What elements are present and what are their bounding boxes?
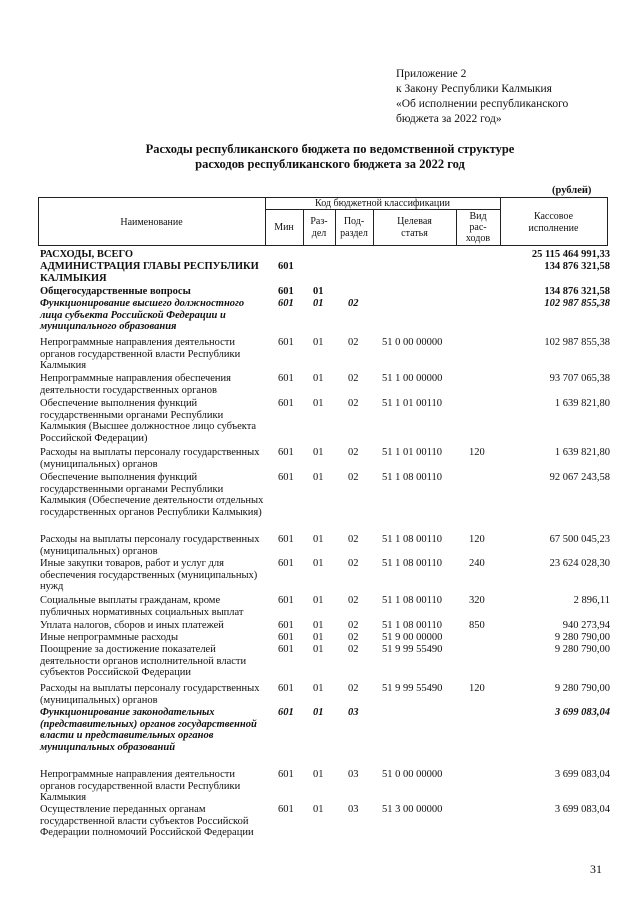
row-razd: 01 xyxy=(313,558,324,569)
header-right-border xyxy=(607,197,608,245)
row-sum: 93 707 065,38 xyxy=(549,373,610,384)
row-sum: 940 273,94 xyxy=(562,620,610,631)
row-tsel: 51 1 08 00110 xyxy=(382,620,442,631)
row-razd: 01 xyxy=(313,707,324,718)
header-sum-2: исполнение xyxy=(528,223,579,234)
row-min: 601 xyxy=(278,804,294,815)
row-min: 601 xyxy=(278,472,294,483)
row-sum: 9 280 790,00 xyxy=(554,644,610,655)
document-title xyxy=(60,142,600,172)
header-min: Мин xyxy=(274,222,294,233)
row-pod: 02 xyxy=(348,595,359,606)
row-razd: 01 xyxy=(313,769,324,780)
row-min: 601 xyxy=(278,261,294,272)
row-sum: 134 876 321,58 xyxy=(544,286,610,297)
row-tsel: 51 0 00 00000 xyxy=(382,769,443,780)
row-name: Функционирование законодательных (представительных) органов государственной власти и представительных органов муниципальных образований xyxy=(40,707,257,753)
row-sum: 9 280 790,00 xyxy=(554,632,610,643)
header-sep-min xyxy=(303,209,304,245)
row-pod: 02 xyxy=(348,644,359,655)
row-vid: 120 xyxy=(469,534,485,545)
row-tsel: 51 1 08 00110 xyxy=(382,534,442,545)
row-razd: 01 xyxy=(313,620,324,631)
row-vid: 850 xyxy=(469,620,485,631)
row-tsel: 51 1 08 00110 xyxy=(382,595,442,606)
row-name: Уплата налогов, сборов и иных платежей xyxy=(40,620,224,631)
table-header xyxy=(38,197,608,245)
header-group: Код бюджетной классификации xyxy=(315,198,450,209)
row-sum: 3 699 083,04 xyxy=(554,707,610,718)
header-name: Наименование xyxy=(120,217,183,228)
row-razd: 01 xyxy=(313,472,324,483)
row-min: 601 xyxy=(278,337,294,348)
row-name: Непрограммные направления деятельности органов государственной власти Республики Калмыкия xyxy=(40,337,241,371)
row-razd: 01 xyxy=(313,644,324,655)
header-vid-3: ходов xyxy=(465,233,491,244)
row-pod: 02 xyxy=(348,447,359,458)
row-razd: 01 xyxy=(313,373,324,384)
row-razd: 01 xyxy=(313,804,324,815)
row-tsel: 51 1 00 00000 xyxy=(382,373,443,384)
row-tsel: 51 9 99 55490 xyxy=(382,683,443,694)
row-sum: 25 115 464 991,33 xyxy=(531,249,610,260)
row-min: 601 xyxy=(278,683,294,694)
row-pod: 02 xyxy=(348,472,359,483)
annex-block xyxy=(396,67,626,127)
row-vid: 120 xyxy=(469,683,485,694)
row-name: Обеспечение выполнения функций государственными органами Республики Калмыкия (Обеспечение деятельности отдельных государственных органов Республики Калмыкия) xyxy=(40,472,264,518)
header-sum-1: Кассовое xyxy=(533,211,574,222)
row-sum: 67 500 045,23 xyxy=(549,534,610,545)
row-min: 601 xyxy=(278,373,294,384)
row-sum: 1 639 821,80 xyxy=(554,398,610,409)
row-tsel: 51 1 08 00110 xyxy=(382,558,442,569)
header-tsel-2: статья xyxy=(401,228,428,239)
row-razd: 01 xyxy=(313,632,324,643)
row-name: Расходы на выплаты персоналу государственных (муниципальных) органов xyxy=(40,683,260,706)
row-sum: 23 624 028,30 xyxy=(549,558,610,569)
row-name: Иные закупки товаров, работ и услуг для обеспечения государственных (муниципальных) нужд xyxy=(40,558,258,592)
page-number: 31 xyxy=(590,862,602,876)
header-sep-pod xyxy=(373,209,374,245)
units-label: (рублей) xyxy=(552,185,592,196)
header-pod-2: раздел xyxy=(340,228,368,239)
row-sum: 102 987 855,38 xyxy=(544,337,610,348)
row-name: Функционирование высшего должностного лица субъекта Российской Федерации и муниципального образования xyxy=(40,298,245,332)
row-name: Обеспечение выполнения функций государственными органами Республики Калмыкия (Высшее должностное лицо субъекта Российской Федерации) xyxy=(40,398,257,444)
row-pod: 02 xyxy=(348,620,359,631)
title-line-1: Расходы республиканского бюджета по ведомственной структуре xyxy=(145,142,515,156)
row-tsel: 51 1 08 00110 xyxy=(382,472,442,483)
row-pod: 02 xyxy=(348,558,359,569)
row-pod: 02 xyxy=(348,298,359,309)
row-tsel: 51 1 01 00110 xyxy=(382,398,442,409)
row-razd: 01 xyxy=(313,595,324,606)
row-vid: 320 xyxy=(469,595,485,606)
row-pod: 03 xyxy=(348,707,359,718)
row-min: 601 xyxy=(278,298,294,309)
row-name: Иные непрограммные расходы xyxy=(40,632,179,643)
row-min: 601 xyxy=(278,769,294,780)
row-pod: 02 xyxy=(348,337,359,348)
row-razd: 01 xyxy=(313,447,324,458)
title-line-2: расходов республиканского бюджета за 2022 год xyxy=(195,157,465,171)
annex-line-2: к Закону Республики Калмыкия xyxy=(396,83,552,95)
header-bottom-line xyxy=(38,245,608,246)
annex-line-4: бюджета за 2022 год» xyxy=(396,113,502,125)
row-vid: 240 xyxy=(469,558,485,569)
row-min: 601 xyxy=(278,534,294,545)
row-min: 601 xyxy=(278,632,294,643)
header-pod-1: Под- xyxy=(343,216,365,227)
row-pod: 03 xyxy=(348,769,359,780)
row-name: Расходы на выплаты персоналу государственных (муниципальных) органов xyxy=(40,447,260,470)
row-tsel: 51 9 00 00000 xyxy=(382,632,443,643)
row-min: 601 xyxy=(278,644,294,655)
header-sep-razd xyxy=(335,209,336,245)
row-vid: 120 xyxy=(469,447,485,458)
row-name: Социальные выплаты гражданам, кроме публичных нормативных социальных выплат xyxy=(40,595,244,618)
row-tsel: 51 9 99 55490 xyxy=(382,644,443,655)
row-sum: 92 067 243,58 xyxy=(549,472,610,483)
row-razd: 01 xyxy=(313,534,324,545)
row-min: 601 xyxy=(278,398,294,409)
row-min: 601 xyxy=(278,286,294,297)
header-vid-2: рас- xyxy=(469,222,487,233)
row-name: Непрограммные направления деятельности органов государственной власти Республики Калмыкия xyxy=(40,769,241,803)
row-min: 601 xyxy=(278,707,294,718)
header-group-line xyxy=(265,209,500,210)
row-min: 601 xyxy=(278,620,294,631)
row-sum: 1 639 821,80 xyxy=(554,447,610,458)
row-min: 601 xyxy=(278,558,294,569)
row-name: Общегосударственные вопросы xyxy=(40,286,191,297)
row-pod: 02 xyxy=(348,683,359,694)
row-sum: 134 876 321,58 xyxy=(544,261,610,272)
row-pod: 02 xyxy=(348,632,359,643)
row-pod: 02 xyxy=(348,373,359,384)
row-min: 601 xyxy=(278,595,294,606)
row-name: Непрограммные направления обеспечения деятельности государственных органов xyxy=(40,373,231,396)
row-tsel: 51 3 00 00000 xyxy=(382,804,443,815)
row-pod: 03 xyxy=(348,804,359,815)
row-pod: 02 xyxy=(348,398,359,409)
row-name: АДМИНИСТРАЦИЯ ГЛАВЫ РЕСПУБЛИКИ КАЛМЫКИЯ xyxy=(40,261,259,284)
annex-line-1: Приложение 2 xyxy=(396,68,467,80)
row-razd: 01 xyxy=(313,683,324,694)
row-sum: 102 987 855,38 xyxy=(544,298,610,309)
row-tsel: 51 0 00 00000 xyxy=(382,337,443,348)
row-sum: 9 280 790,00 xyxy=(554,683,610,694)
row-name: Осуществление переданных органам государственной власти субъектов Российской Федерации полномочий Российской Федерации xyxy=(40,804,254,838)
row-razd: 01 xyxy=(313,337,324,348)
row-tsel: 51 1 01 00110 xyxy=(382,447,442,458)
row-razd: 01 xyxy=(313,298,324,309)
annex-line-3: «Об исполнении республиканского xyxy=(396,98,569,110)
row-sum: 3 699 083,04 xyxy=(554,769,610,780)
row-pod: 02 xyxy=(348,534,359,545)
header-vid-1: Вид xyxy=(469,211,487,222)
header-razd-2: дел xyxy=(311,228,327,239)
row-sum: 2 896,11 xyxy=(573,595,610,606)
row-razd: 01 xyxy=(313,286,324,297)
row-name: Поощрение за достижение показателей деятельности органов исполнительной власти субъектов Российской Федерации xyxy=(40,644,247,678)
header-razd-1: Раз- xyxy=(310,216,328,227)
row-min: 601 xyxy=(278,447,294,458)
row-sum: 3 699 083,04 xyxy=(554,804,610,815)
header-tsel-1: Целевая xyxy=(397,216,432,227)
row-name: РАСХОДЫ, ВСЕГО xyxy=(40,249,134,260)
row-name: Расходы на выплаты персоналу государственных (муниципальных) органов xyxy=(40,534,260,557)
row-razd: 01 xyxy=(313,398,324,409)
